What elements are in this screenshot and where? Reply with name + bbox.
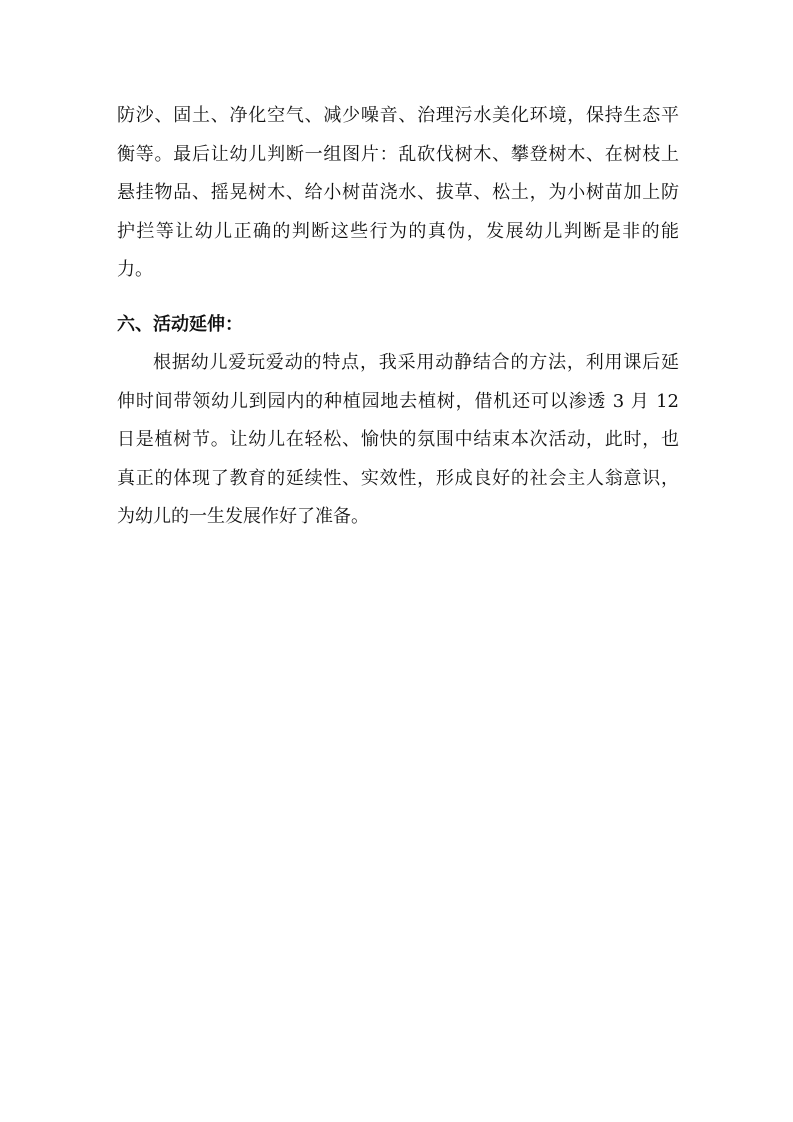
text-line: 伸时间带领幼儿到园内的种植园地去植树，借机还可以渗透 3 月 12 (117, 390, 679, 412)
text-line: 悬挂物品、摇晃树木、给小树苗浇水、拔草、松土，为小树苗加上防 (117, 182, 679, 203)
text-line: 衡等。最后让幼儿判断一组图片：乱砍伐树木、攀登树木、在树枝上 (117, 143, 679, 165)
text-line: 防沙、固土、净化空气、减少噪音、治理污水美化环境，保持生态平 (117, 105, 679, 126)
text-line: 日是植树节。让幼儿在轻松、愉快的氛围中结束本次活动，此时，也 (117, 429, 679, 450)
paragraph-continued (117, 97, 679, 290)
text-line: 真正的体现了教育的延续性、实效性，形成良好的社会主人翁意识， (117, 467, 679, 489)
text-line: 护拦等让幼儿正确的判断这些行为的真伪，发展幼儿判断是非的能 (117, 220, 679, 242)
section-heading: 六、活动延伸： (117, 313, 243, 335)
document-body (117, 97, 679, 537)
text-line: 根据幼儿爱玩爱动的特点，我采用动静结合的方法，利用课后延 (153, 352, 679, 373)
text-line: 力。 (117, 259, 153, 280)
text-line: 为幼儿的一生发展作好了准备。 (117, 506, 369, 527)
paragraph-extension (117, 344, 679, 537)
